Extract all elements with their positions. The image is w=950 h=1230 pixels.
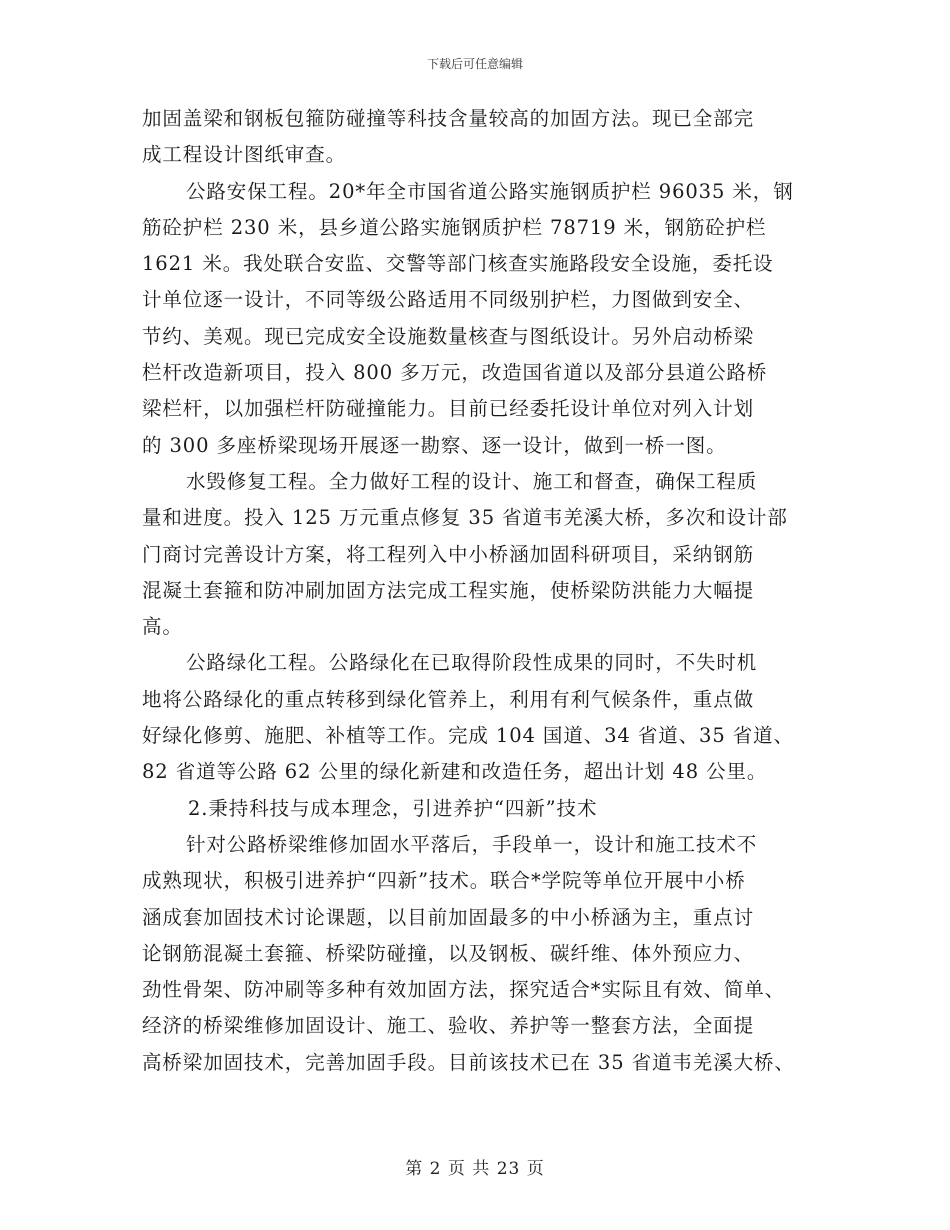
text-line: 成工程设计图纸审查。 [142, 143, 347, 167]
text-line: 混凝土套箍和防冲刷加固方法完成工程实施，使桥梁防洪能力大幅提 [142, 578, 755, 602]
text-line: 论钢筋混凝土套箍、桥梁防碰撞，以及钢板、碳纤维、体外预应力、 [142, 941, 755, 965]
text-line: 门商讨完善设计方案，将工程列入中小桥涵加固科研项目，采纳钢筋 [142, 542, 755, 566]
text-line: 公路绿化工程。公路绿化在已取得阶段性成果的同时，不失时机 [186, 651, 758, 675]
page-header: 下载后可任意编辑 [426, 57, 523, 71]
text-line: 高桥梁加固技术，完善加固手段。目前该技术已在 35 省道韦羌溪大桥、 [142, 1050, 795, 1074]
text-line: 加固盖梁和钢板包箍防碰撞等科技含量较高的加固方法。现已全部完 [142, 107, 755, 130]
text-line: 筋砼护栏 230 米，县乡道公路实施钢质护栏 78719 米，钢筋砼护栏 [142, 215, 767, 239]
text-line: 好绿化修剪、施肥、补植等工作。完成 104 国道、34 省道、35 省道、 [142, 724, 794, 748]
text-line: 节约、美观。现已完成安全设施数量核查与图纸设计。另外启动桥梁 [142, 324, 755, 348]
text-line: 成熟现状，积极引进养护“四新”技术。联合*学院等单位开展中小桥 [142, 869, 746, 893]
text-line: 地将公路绿化的重点转移到绿化管养上，利用有利气候条件，重点做 [142, 687, 755, 711]
text-line: 计单位逐一设计，不同等级公路适用不同级别护栏，力图做到安全、 [142, 288, 755, 312]
text-line: 劲性骨架、防冲刷等多种有效加固方法，探究适合*实际且有效、简单、 [142, 978, 786, 1002]
section-heading: 2.秉持科技与成本理念，引进养护“四新”技术 [188, 796, 598, 820]
text-line: 栏杆改造新项目，投入 800 多万元，改造国省道以及部分县道公路桥 [142, 361, 768, 385]
text-line: 量和进度。投入 125 万元重点修复 35 省道韦羌溪大桥，多次和设计部 [142, 506, 788, 530]
text-line: 的 300 多座桥梁现场开展逐一勘察、逐一设计，做到一桥一图。 [142, 433, 727, 457]
text-line: 经济的桥梁维修加固设计、施工、验收、养护等一整套方法，全面提 [142, 1014, 755, 1038]
text-line: 涵成套加固技术讨论课题，以目前加固最多的中小桥涵为主，重点讨 [142, 905, 755, 929]
page-footer: 第 2 页 共 23 页 [405, 1159, 545, 1179]
text-line: 梁栏杆，以加强栏杆防碰撞能力。目前已经委托设计单位对列入计划 [142, 397, 755, 421]
text-line: 针对公路桥梁维修加固水平落后，手段单一，设计和施工技术不 [186, 832, 758, 856]
text-line: 1621 米。我处联合安监、交警等部门核查实施路段安全设施，委托设 [142, 252, 774, 276]
text-line: 82 省道等公路 62 公里的绿化新建和改造任务，超出计划 48 公里。 [142, 760, 768, 784]
document-body [142, 101, 822, 1081]
text-line: 公路安保工程。20*年全市国省道公路实施钢质护栏 96035 米，钢 [186, 179, 794, 203]
text-line: 水毁修复工程。全力做好工程的设计、施工和督查，确保工程质 [186, 469, 758, 493]
text-line: 高。 [142, 615, 183, 639]
